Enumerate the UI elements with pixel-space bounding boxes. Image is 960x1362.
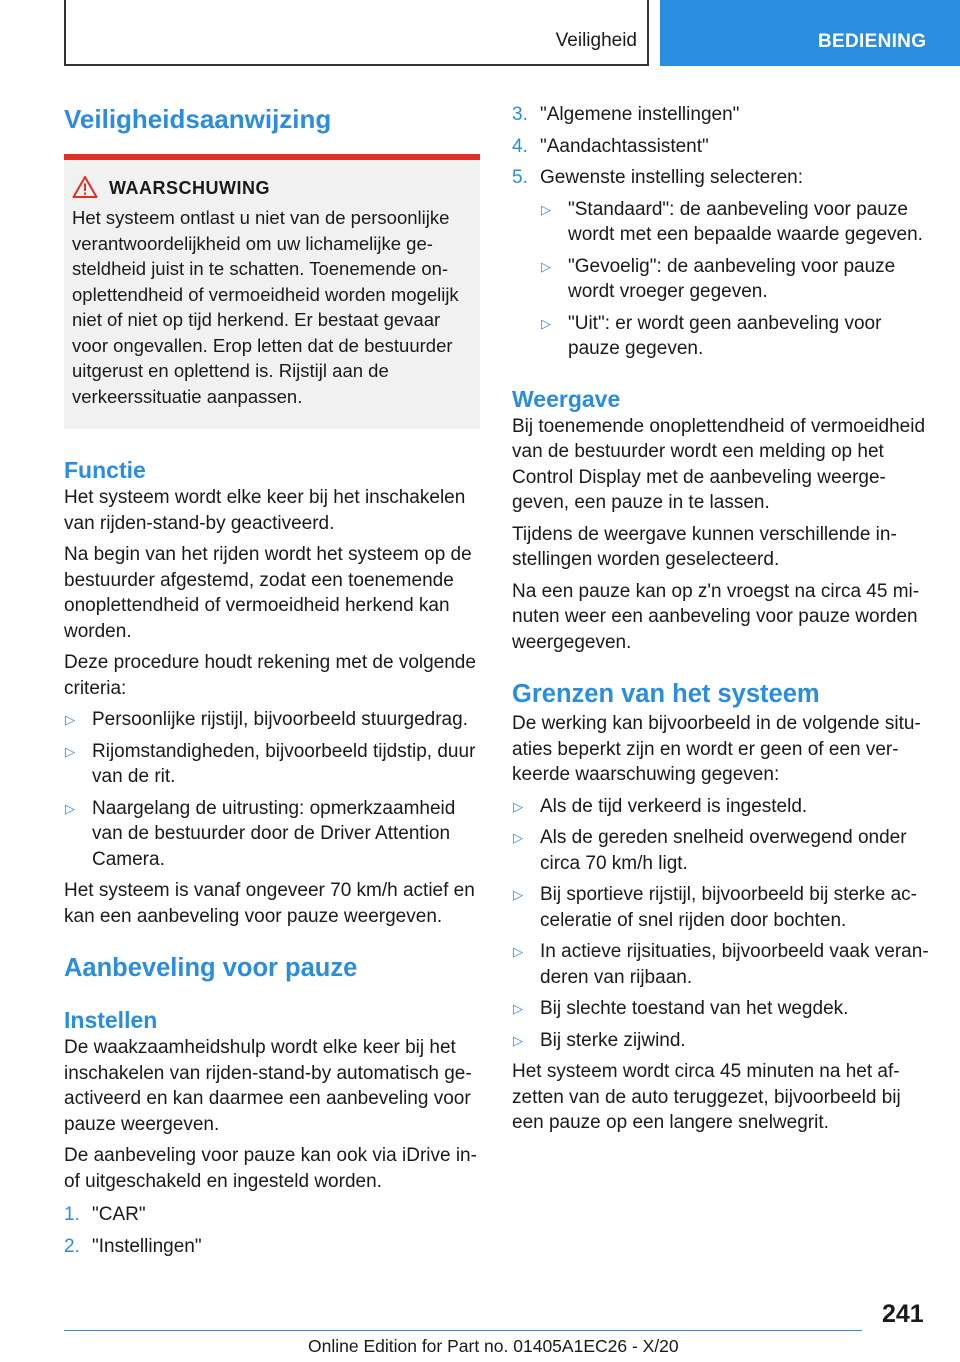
warning-text: Het systeem ontlast u niet van de persoonlijke verantwoordelijkheid om uw lichamelijke gesteldheid juist in te schatten. Toenemende onoplettendheid of vermoeidheid worden mogelijk niet of niet op tijd herkend. Er bestaat gevaar voor ongevallen. Erop letten dat de bestuurder uitgerust en oplettend is. Rijstijl aan de verkeerssituatie aanpassen.	[72, 207, 459, 407]
footer-divider	[64, 1330, 862, 1331]
functie-paragraph-3: Deze procedure houdt rekening met de volgende criteria:	[64, 652, 476, 699]
list-item-text: "Uit": er wordt geen aanbeveling voor pauze gegeven.	[568, 312, 882, 359]
step-item	[512, 134, 930, 160]
steps-list-right	[512, 102, 930, 362]
list-item	[540, 311, 930, 362]
warning-title-text: WAARSCHUWING	[109, 178, 270, 198]
page-number: 241	[882, 1300, 924, 1328]
weergave-paragraph-2: Tijdens de weergave kunnen verschillende instellingen worden geselecteerd.	[512, 523, 897, 570]
functie-paragraph-2: Na begin van het rijden wordt het systeem op de bestuurder afgestemd, zodat een toenemende onoplettendheid of vermoeidheid herkend kan worden.	[64, 544, 472, 642]
list-item	[64, 796, 480, 873]
list-item	[540, 197, 930, 248]
step-item	[64, 1234, 480, 1260]
heading-grenzen-van-het-systeem: Grenzen van het systeem	[512, 680, 820, 708]
header-section-box	[64, 0, 649, 66]
triangle-bullet-icon: ▷	[541, 315, 551, 331]
triangle-bullet-icon: ▷	[65, 743, 75, 759]
list-item	[64, 739, 480, 790]
steps-list-left	[64, 1202, 480, 1259]
functie-paragraph-4: Het systeem is vanaf ongeveer 70 km/h actief en kan een aanbeveling voor pauze weergeven.	[64, 880, 475, 927]
list-item-text: Bij slechte toestand van het wegdek.	[540, 998, 849, 1019]
heading-instellen: Instellen	[64, 1007, 158, 1033]
header-section-label: Veiligheid	[555, 30, 637, 51]
weergave-paragraph-3: Na een pauze kan op z'n vroegst na circa 45 minuten weer een aanbeveling voor pauze worden weergegeven.	[512, 580, 920, 653]
list-item-text: Bij sterke zijwind.	[540, 1029, 686, 1051]
warning-title	[109, 178, 472, 199]
list-item	[512, 1028, 930, 1054]
functie-paragraph-1: Het systeem wordt elke keer bij het inschakelen van rijden-stand-by geactiveerd.	[64, 487, 466, 534]
list-item-text: Naargelang de uitrusting: opmerkzaamheid van de bestuurder door de Driver Attention Camera.	[92, 797, 456, 870]
header-tab	[660, 0, 960, 66]
list-item	[512, 825, 930, 876]
step-number: 4.	[512, 135, 528, 157]
step-number: 1.	[64, 1204, 80, 1225]
grenzen-paragraph-2: Het systeem wordt circa 45 minuten na het afzetten van de auto teruggezet, bijvoorbeeld bij een pauze op een langere snelwegrit.	[512, 1061, 901, 1133]
triangle-bullet-icon: ▷	[513, 887, 523, 902]
list-item-text: Als de tijd verkeerd is ingesteld.	[540, 795, 808, 817]
weergave-paragraph-1: Bij toenemende onoplettendheid of vermoeidheid van de bestuurder wordt een melding op het Control Display met de aanbeveling weergegeven, een pauze in te lassen.	[512, 415, 926, 513]
list-item-text: Bij sportieve rijstijl, bijvoorbeeld bij sterke acceleratie of snel rijden door bochten.	[540, 884, 917, 931]
step-number: 5.	[512, 167, 528, 188]
functie-criteria-list	[64, 707, 480, 872]
step-item	[64, 1202, 480, 1228]
heading-weergave: Weergave	[512, 385, 621, 412]
step-text: "Aandachtassistent"	[540, 135, 709, 157]
triangle-bullet-icon: ▷	[513, 1001, 523, 1016]
triangle-bullet-icon: ▷	[513, 944, 523, 959]
heading-aanbeveling-voor-pauze: Aanbeveling voor pauze	[64, 954, 358, 982]
footer-edition-text: Online Edition for Part no. 01405A1EC26 - X/20	[308, 1336, 679, 1356]
warning-triangle-icon	[72, 175, 98, 199]
list-item-text: "Standaard": de aanbeveling voor pauze wordt met een bepaalde waarde gegeven.	[568, 198, 923, 245]
triangle-bullet-icon: ▷	[65, 712, 75, 727]
list-item-text: "Gevoelig": de aanbeveling voor pauze wordt vroeger gegeven.	[568, 255, 896, 302]
section-title-veiligheidsaanwijzing: Veiligheidsaanwijzing	[64, 104, 332, 134]
list-item	[540, 254, 930, 305]
heading-functie: Functie	[64, 457, 146, 483]
triangle-bullet-icon: ▷	[513, 1032, 523, 1048]
warning-box	[64, 154, 480, 429]
step-text: "Instellingen"	[92, 1235, 202, 1257]
step-item	[512, 165, 930, 362]
substep-list	[540, 197, 930, 362]
list-item	[64, 707, 480, 733]
triangle-bullet-icon: ▷	[65, 800, 75, 816]
list-item-text: In actieve rijsituaties, bijvoorbeeld vaak veranderen van rijbaan.	[540, 941, 929, 988]
step-text: "CAR"	[92, 1204, 146, 1225]
grenzen-paragraph-1: De werking kan bijvoorbeeld in de volgende situaties beperkt zijn en wordt er geen of een verkeerde waarschuwing gegeven:	[512, 713, 921, 785]
instellen-paragraph-2: De aanbeveling voor pauze kan ook via iDrive in- of uitgeschakeld en ingesteld worden.	[64, 1145, 477, 1192]
left-column	[64, 102, 480, 1265]
list-item	[512, 882, 930, 933]
right-column	[512, 102, 930, 1142]
list-item	[512, 794, 930, 820]
header-tab-label: BEDIENING	[818, 31, 927, 52]
list-item	[512, 939, 930, 990]
triangle-bullet-icon: ▷	[541, 258, 551, 274]
grenzen-list	[512, 794, 930, 1054]
triangle-bullet-icon: ▷	[513, 798, 523, 814]
triangle-bullet-icon: ▷	[513, 830, 523, 845]
list-item-text: Als de gereden snelheid overwegend onder circa 70 km/h ligt.	[540, 827, 907, 874]
step-text: Gewenste instelling selecteren:	[540, 167, 803, 188]
list-item-text: Persoonlijke rijstijl, bijvoorbeeld stuurgedrag.	[92, 709, 468, 730]
step-item	[512, 102, 930, 128]
list-item	[512, 996, 930, 1022]
triangle-bullet-icon: ▷	[541, 201, 551, 217]
instellen-paragraph-1: De waakzaamheidshulp wordt elke keer bij het inschakelen van rijden-stand-by automatisch geactiveerd en kan daarmee een aanbeveling voor pauze weergeven.	[64, 1037, 472, 1135]
step-number: 3.	[512, 104, 528, 125]
list-item-text: Rijomstandigheden, bijvoorbeeld tijdstip, duur van de rit.	[92, 740, 476, 787]
step-text: "Algemene instellingen"	[540, 104, 740, 125]
step-number: 2.	[64, 1235, 80, 1257]
